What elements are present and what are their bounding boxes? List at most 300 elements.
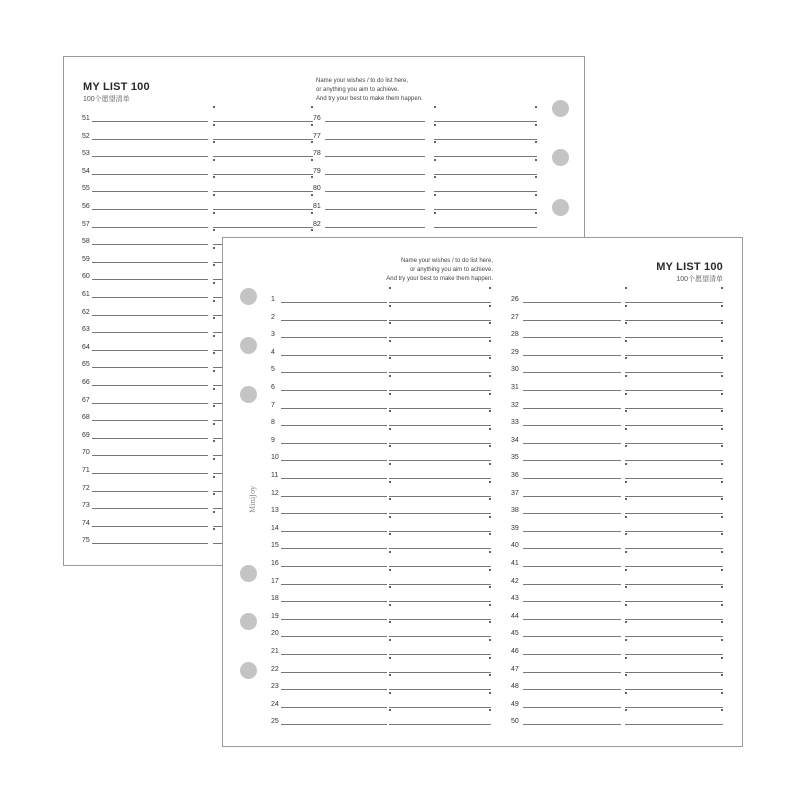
list-item [271, 697, 491, 709]
entry-line[interactable] [389, 584, 491, 585]
bullet-dot [721, 428, 723, 430]
bullet-dot [311, 212, 313, 214]
entry-line[interactable] [625, 408, 723, 409]
entry-line[interactable] [281, 513, 387, 514]
list-item [82, 164, 313, 176]
list-item [271, 591, 491, 603]
entry-line[interactable] [92, 121, 208, 122]
item-number: 6 [271, 384, 275, 391]
entry-line[interactable] [389, 408, 491, 409]
entry-line[interactable] [325, 174, 425, 175]
entry-line[interactable] [281, 689, 387, 690]
entry-line[interactable] [92, 315, 208, 316]
entry-line[interactable] [281, 584, 387, 585]
list-item [511, 556, 723, 568]
list-item [511, 486, 723, 498]
entry-line[interactable] [434, 156, 537, 157]
list-item [511, 345, 723, 357]
entry-line[interactable] [281, 460, 387, 461]
entry-line[interactable] [389, 355, 491, 356]
entry-line[interactable] [92, 191, 208, 192]
list-item [271, 468, 491, 480]
entry-line[interactable] [92, 473, 208, 474]
list-item [271, 345, 491, 357]
entry-line[interactable] [389, 443, 491, 444]
entry-line[interactable] [389, 548, 491, 549]
page-subtitle: 100个愿望清单 [83, 96, 130, 103]
bullet-dot [535, 106, 537, 108]
entry-line[interactable] [92, 279, 208, 280]
entry-line[interactable] [325, 156, 425, 157]
entry-line[interactable] [389, 425, 491, 426]
item-number: 4 [271, 348, 275, 356]
entry-line[interactable] [389, 601, 491, 602]
entry-line[interactable] [434, 209, 537, 210]
list-item [271, 450, 491, 462]
list-item [271, 644, 491, 656]
entry-line[interactable] [281, 672, 387, 673]
entry-line[interactable] [625, 320, 723, 321]
entry-line[interactable] [625, 566, 723, 567]
list-item [271, 609, 491, 621]
item-number: 77 [313, 132, 321, 140]
bullet-dot [625, 498, 627, 500]
binder-hole [240, 288, 257, 305]
item-number: 37 [511, 489, 519, 497]
item-number: 25 [271, 718, 279, 726]
bullet-dot [721, 709, 723, 711]
bullet-dot [389, 498, 391, 500]
list-item [271, 380, 491, 392]
item-number: 27 [511, 313, 519, 321]
page-subtitle: 100个愿望清单 [676, 276, 723, 283]
entry-line[interactable] [325, 139, 425, 140]
entry-line[interactable] [281, 355, 387, 356]
entry-line[interactable] [281, 478, 387, 479]
list-item [511, 591, 723, 603]
item-number: 73 [82, 502, 90, 510]
entry-line[interactable] [281, 443, 387, 444]
bullet-dot [535, 212, 537, 214]
entry-line[interactable] [92, 438, 208, 439]
bullet-dot [389, 445, 391, 447]
entry-line[interactable] [389, 320, 491, 321]
bullet-dot [434, 141, 436, 143]
bullet-dot [489, 709, 491, 711]
bullet-dot [489, 533, 491, 535]
entry-line[interactable] [389, 337, 491, 338]
bullet-dot [213, 106, 215, 108]
binder-hole [552, 199, 569, 216]
entry-line[interactable] [523, 584, 621, 585]
entry-line[interactable] [523, 724, 621, 725]
list-item [313, 181, 537, 193]
item-number: 68 [82, 414, 90, 422]
entry-line[interactable] [281, 390, 387, 391]
entry-line[interactable] [389, 531, 491, 532]
bullet-dot [625, 586, 627, 588]
bullet-dot [213, 493, 215, 495]
entry-line[interactable] [92, 420, 208, 421]
bullet-dot [721, 639, 723, 641]
bullet-dot [311, 229, 313, 231]
list-item [82, 199, 313, 211]
list-item [82, 111, 313, 123]
entry-line[interactable] [281, 566, 387, 567]
entry-line[interactable] [281, 372, 387, 373]
entry-line[interactable] [325, 227, 425, 228]
item-number: 49 [511, 700, 519, 708]
item-number: 69 [82, 431, 90, 439]
entry-line[interactable] [281, 636, 387, 637]
entry-line[interactable] [625, 425, 723, 426]
item-number: 62 [82, 308, 90, 316]
entry-line[interactable] [389, 478, 491, 479]
list-item [511, 697, 723, 709]
entry-line[interactable] [434, 121, 537, 122]
entry-line[interactable] [92, 367, 208, 368]
entry-line[interactable] [92, 543, 208, 544]
item-number: 23 [271, 683, 279, 691]
entry-line[interactable] [523, 689, 621, 690]
bullet-dot [213, 247, 215, 249]
item-number: 30 [511, 366, 519, 374]
item-number: 36 [511, 472, 519, 479]
item-number: 41 [511, 560, 519, 567]
entry-line[interactable] [92, 350, 208, 351]
bullet-dot [389, 463, 391, 465]
bullet-dot [535, 159, 537, 161]
entry-line[interactable] [523, 636, 621, 637]
bullet-dot [625, 533, 627, 535]
entry-line[interactable] [625, 531, 723, 532]
entry-line[interactable] [92, 244, 208, 245]
bullet-dot [389, 586, 391, 588]
entry-line[interactable] [625, 584, 723, 585]
entry-line[interactable] [92, 332, 208, 333]
entry-line[interactable] [523, 443, 621, 444]
entry-line[interactable] [92, 403, 208, 404]
bullet-dot [625, 639, 627, 641]
entry-line[interactable] [625, 672, 723, 673]
entry-line[interactable] [523, 548, 621, 549]
list-item [511, 310, 723, 322]
bullet-dot [389, 657, 391, 659]
entry-line[interactable] [523, 460, 621, 461]
bullet-dot [434, 159, 436, 161]
binder-hole [552, 100, 569, 117]
entry-line[interactable] [389, 672, 491, 673]
entry-line[interactable] [281, 408, 387, 409]
entry-line[interactable] [523, 302, 621, 303]
bullet-dot [213, 476, 215, 478]
bullet-dot [625, 551, 627, 553]
item-number: 39 [511, 524, 519, 532]
entry-line[interactable] [389, 390, 491, 391]
entry-line[interactable] [213, 191, 313, 192]
item-number: 10 [271, 454, 279, 462]
entry-line[interactable] [523, 372, 621, 373]
entry-line[interactable] [523, 320, 621, 321]
item-number: 9 [271, 436, 275, 444]
item-number: 51 [82, 115, 90, 122]
entry-line[interactable] [523, 478, 621, 479]
item-number: 55 [82, 185, 90, 193]
entry-line[interactable] [213, 209, 313, 210]
bullet-dot [389, 621, 391, 623]
entry-line[interactable] [625, 601, 723, 602]
entry-line[interactable] [434, 139, 537, 140]
bullet-dot [489, 445, 491, 447]
item-number: 56 [82, 203, 90, 210]
entry-line[interactable] [281, 302, 387, 303]
list-item [511, 468, 723, 480]
bullet-dot [625, 709, 627, 711]
bullet-dot [489, 410, 491, 412]
bullet-dot [489, 287, 491, 289]
brand-label: MiniJoy [249, 485, 257, 513]
entry-line[interactable] [281, 654, 387, 655]
list-item [271, 556, 491, 568]
item-number: 66 [82, 379, 90, 386]
entry-line[interactable] [389, 566, 491, 567]
bullet-dot [721, 674, 723, 676]
item-number: 34 [511, 436, 519, 444]
tagline: Name your wishes / to do list here, or anything you aim to achieve. And try your best to make them happen. [316, 78, 423, 102]
item-number: 70 [82, 449, 90, 457]
bullet-dot [213, 528, 215, 530]
bullet-dot [489, 516, 491, 518]
list-item [511, 362, 723, 374]
entry-line[interactable] [92, 491, 208, 492]
entry-line[interactable] [281, 337, 387, 338]
bullet-dot [213, 300, 215, 302]
page-title: MY LIST 100 [83, 81, 150, 93]
entry-line[interactable] [389, 496, 491, 497]
bullet-dot [721, 357, 723, 359]
list-item [511, 380, 723, 392]
item-number: 7 [271, 401, 275, 409]
bullet-dot [625, 393, 627, 395]
binder-hole [240, 613, 257, 630]
bullet-dot [721, 498, 723, 500]
entry-line[interactable] [625, 337, 723, 338]
entry-line[interactable] [523, 355, 621, 356]
bullet-dot [721, 322, 723, 324]
entry-line[interactable] [625, 689, 723, 690]
entry-line[interactable] [523, 531, 621, 532]
item-number: 72 [82, 484, 90, 492]
entry-line[interactable] [213, 174, 313, 175]
bullet-dot [625, 340, 627, 342]
entry-line[interactable] [625, 302, 723, 303]
entry-line[interactable] [92, 227, 208, 228]
bullet-dot [625, 516, 627, 518]
entry-line[interactable] [389, 302, 491, 303]
bullet-dot [721, 481, 723, 483]
bullet-dot [389, 674, 391, 676]
bullet-dot [311, 124, 313, 126]
item-number: 64 [82, 343, 90, 351]
entry-line[interactable] [213, 227, 313, 228]
entry-line[interactable] [625, 636, 723, 637]
entry-line[interactable] [523, 707, 621, 708]
bullet-dot [625, 657, 627, 659]
bullet-dot [434, 106, 436, 108]
bullet-dot [625, 481, 627, 483]
item-number: 22 [271, 665, 279, 673]
item-number: 50 [511, 718, 519, 726]
entry-line[interactable] [625, 460, 723, 461]
bullet-dot [213, 282, 215, 284]
entry-line[interactable] [625, 513, 723, 514]
tagline: Name your wishes / to do list here, or anything you aim to achieve. And try your best to make them happen. [386, 258, 493, 282]
entry-line[interactable] [281, 619, 387, 620]
entry-line[interactable] [625, 707, 723, 708]
entry-line[interactable] [213, 139, 313, 140]
entry-line[interactable] [325, 191, 425, 192]
list-item [271, 327, 491, 339]
bullet-dot [721, 533, 723, 535]
entry-line[interactable] [92, 526, 208, 527]
list-item [271, 433, 491, 445]
entry-line[interactable] [523, 566, 621, 567]
list-item [511, 626, 723, 638]
entry-line[interactable] [523, 408, 621, 409]
bullet-dot [625, 305, 627, 307]
entry-line[interactable] [92, 455, 208, 456]
entry-line[interactable] [92, 385, 208, 386]
bullet-dot [389, 393, 391, 395]
entry-line[interactable] [625, 390, 723, 391]
entry-line[interactable] [389, 636, 491, 637]
entry-line[interactable] [625, 355, 723, 356]
entry-line[interactable] [625, 496, 723, 497]
list-item [271, 538, 491, 550]
entry-line[interactable] [92, 209, 208, 210]
entry-line[interactable] [625, 654, 723, 655]
bullet-dot [625, 604, 627, 606]
page-title: MY LIST 100 [656, 261, 723, 273]
entry-line[interactable] [92, 156, 208, 157]
entry-line[interactable] [389, 724, 491, 725]
entry-line[interactable] [625, 443, 723, 444]
item-number: 80 [313, 185, 321, 193]
entry-line[interactable] [523, 601, 621, 602]
entry-line[interactable] [325, 121, 425, 122]
entry-line[interactable] [434, 191, 537, 192]
list-item [82, 181, 313, 193]
bullet-dot [213, 194, 215, 196]
entry-line[interactable] [213, 156, 313, 157]
entry-line[interactable] [281, 548, 387, 549]
bullet-dot [489, 692, 491, 694]
item-number: 78 [313, 150, 321, 158]
entry-line[interactable] [281, 425, 387, 426]
bullet-dot [389, 569, 391, 571]
bullet-dot [535, 124, 537, 126]
list-item [511, 679, 723, 691]
entry-line[interactable] [213, 121, 313, 122]
list-item [82, 129, 313, 141]
entry-line[interactable] [281, 320, 387, 321]
list-item [271, 292, 491, 304]
entry-line[interactable] [92, 297, 208, 298]
entry-line[interactable] [325, 209, 425, 210]
entry-line[interactable] [281, 707, 387, 708]
list-item [271, 574, 491, 586]
bullet-dot [489, 674, 491, 676]
entry-line[interactable] [625, 619, 723, 620]
entry-line[interactable] [523, 390, 621, 391]
bullet-dot [721, 410, 723, 412]
bullet-dot [721, 551, 723, 553]
entry-line[interactable] [434, 227, 537, 228]
bullet-dot [625, 463, 627, 465]
entry-line[interactable] [523, 337, 621, 338]
item-number: 19 [271, 612, 279, 620]
front-sheet [222, 237, 743, 747]
entry-line[interactable] [523, 513, 621, 514]
entry-line[interactable] [92, 139, 208, 140]
bullet-dot [489, 551, 491, 553]
entry-line[interactable] [389, 513, 491, 514]
entry-line[interactable] [389, 372, 491, 373]
entry-line[interactable] [281, 496, 387, 497]
entry-line[interactable] [389, 619, 491, 620]
entry-line[interactable] [523, 672, 621, 673]
entry-line[interactable] [389, 707, 491, 708]
item-number: 79 [313, 167, 321, 175]
entry-line[interactable] [389, 460, 491, 461]
bullet-dot [489, 305, 491, 307]
bullet-dot [625, 621, 627, 623]
entry-line[interactable] [281, 601, 387, 602]
bullet-dot [489, 569, 491, 571]
entry-line[interactable] [625, 478, 723, 479]
bullet-dot [389, 375, 391, 377]
entry-line[interactable] [281, 724, 387, 725]
bullet-dot [625, 322, 627, 324]
list-item [271, 310, 491, 322]
entry-line[interactable] [92, 508, 208, 509]
entry-line[interactable] [389, 689, 491, 690]
entry-line[interactable] [523, 425, 621, 426]
bullet-dot [535, 194, 537, 196]
entry-line[interactable] [523, 619, 621, 620]
entry-line[interactable] [281, 531, 387, 532]
bullet-dot [721, 657, 723, 659]
bullet-dot [721, 586, 723, 588]
item-number: 59 [82, 255, 90, 263]
binder-hole [240, 337, 257, 354]
entry-line[interactable] [92, 174, 208, 175]
entry-line[interactable] [389, 654, 491, 655]
item-number: 43 [511, 595, 519, 603]
entry-line[interactable] [523, 654, 621, 655]
binder-hole [552, 149, 569, 166]
entry-line[interactable] [625, 724, 723, 725]
list-item [511, 609, 723, 621]
entry-line[interactable] [625, 372, 723, 373]
entry-line[interactable] [434, 174, 537, 175]
item-number: 54 [82, 167, 90, 175]
entry-line[interactable] [92, 262, 208, 263]
entry-line[interactable] [625, 548, 723, 549]
bullet-dot [625, 287, 627, 289]
item-number: 60 [82, 273, 90, 281]
entry-line[interactable] [523, 496, 621, 497]
